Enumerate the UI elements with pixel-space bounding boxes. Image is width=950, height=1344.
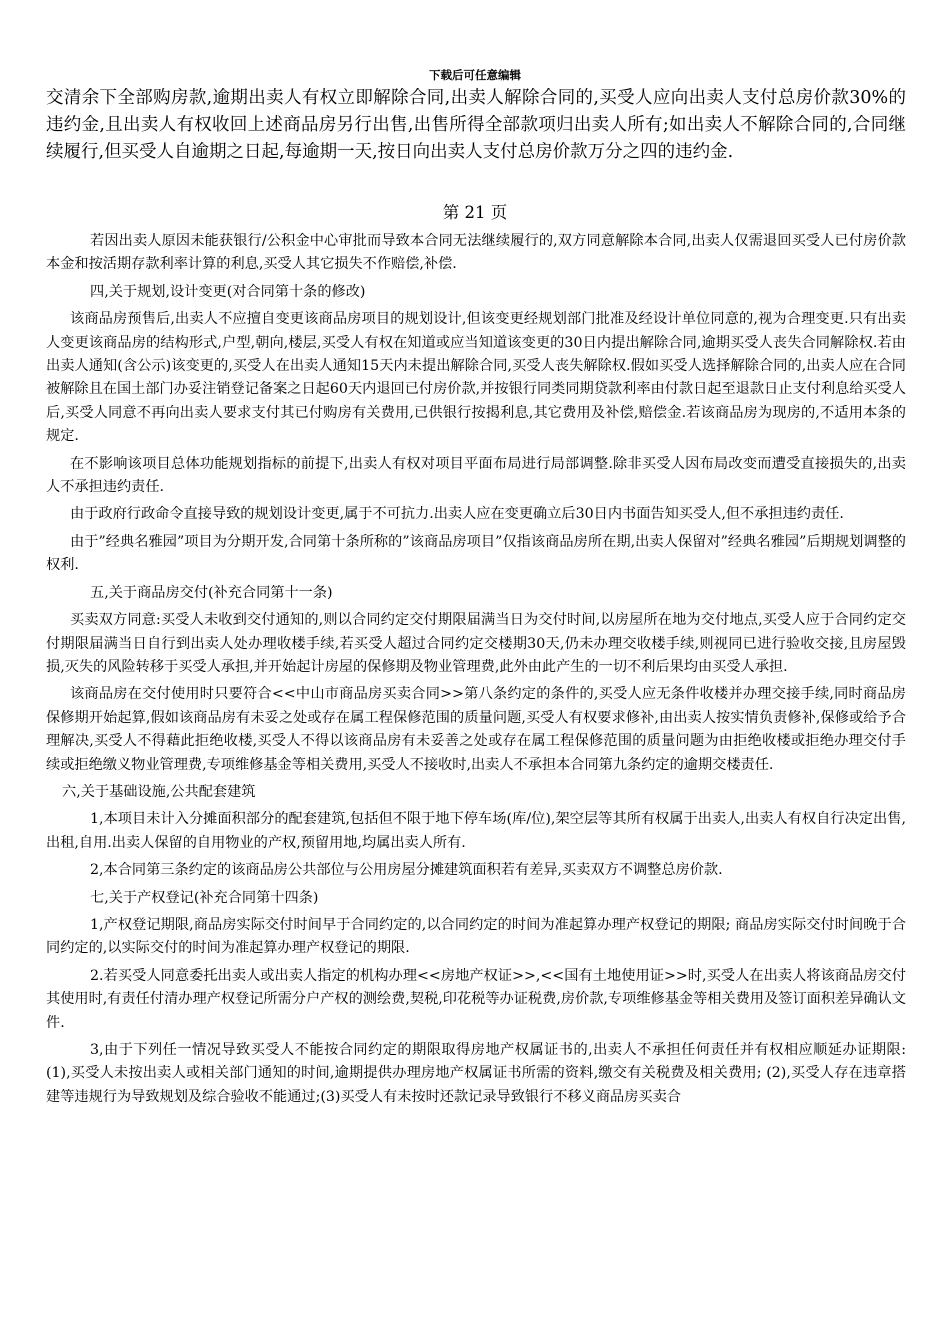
lead-paragraph: 交清余下全部购房款,逾期出卖人有权立即解除合同,出卖人解除合同的,买受人应向出卖人支付总房价款30%的违约金,且出卖人有权收回上述商品房另行出售,出售所得全部款项归出卖人所有;如出卖人不解除合同的,合同继续履行,但买受人自逾期之日起,每逾期一天,按日向出卖人支付总房价款万分之四的违约金. — [46, 88, 906, 162]
paragraph-acceptance: 该商品房在交付使用时只要符合<<中山市商品房买卖合同>>第八条约定的条件的,买受人应无条件收楼并办理交接手续,同时商品房保修期开始起算,假如该商品房有未妥之处或存在属工程保修范围的质量问题,买受人有权要求修补,由出卖人按实情负责修补,保修或给予合理解决,买受人不得藉此拒绝收楼,买受人不得以该商品房有未妥善之处或存在属工程保修范围的质量问题为由拒绝收楼或拒绝办理交付手续或拒绝缴义物业管理费,专项维修基金等相关费用,买受人不接收时,出卖人不承担本合同第九条约定的逾期交楼责任. — [46, 686, 906, 773]
section-heading-planning: 四,关于规划,设计变更(对合同第十条的修改) — [90, 283, 366, 300]
section-heading-delivery: 五,关于商品房交付(补充合同第十一条) — [90, 584, 333, 601]
paragraph-registration-2: 2.若买受人同意委托出卖人或出卖人指定的机构办理<<房地产权证>>,<<国有土地使用证>>时,买受人在出卖人将该商品房交付其使用时,有责任付清办理产权登记所需分户产权的测绘费,契税,印花税等办证税费,房价款,专项维修基金等相关费用及签订面积差异确认文件. — [46, 967, 906, 1031]
paragraph-bank-approval: 若因出卖人原因未能获银行/公积金中心审批而导致本合同无法继续履行的,双方同意解除本合同,出卖人仅需退回买受人已付房价款本金和按活期存款利率计算的利息,买受人其它损失不作赔偿,补偿. — [46, 233, 906, 273]
paragraph-phased-development: 由于”经典名雅园”项目为分期开发,合同第十条所称的”该商品房项目”仅指该商品房所在期,出卖人保留对”经典名雅园”后期规划调整的权利. — [46, 533, 906, 574]
paragraph-layout-adjust: 在不影响该项目总体功能规划指标的前提下,出卖人有权对项目平面布局进行局部调整.除非买受人因布局改变而遭受直接损失的,出卖人不承担违约责任. — [46, 455, 906, 496]
paragraph-registration-3: 3,由于下列任一情况导致买受人不能按合同约定的期限取得房地产权属证书的,出卖人不承担任何责任并有权相应顺延办证期限: (1),买受人未按出卖人或相关部门通知的时间,逾期提供办理房地产权属证书所需的资料,缴交有关税费及相关费用; (2),买受人存在违章搭建等违规行为导致规划及综合验收不能通过;(3)买受人有未按时还款记录导致银行不移义商品房买卖合 — [46, 1042, 906, 1105]
paragraph-force-majeure: 由于政府行政命令直接导致的规划设计变更,属于不可抗力.出卖人应在变更确立后30日内书面告知买受人,但不承担违约责任. — [70, 506, 844, 523]
paragraph-delivery-notice: 买卖双方同意:买受人未收到交付通知的,则以合同约定交付期限届满当日为交付时间,以房屋所在地为交付地点,买受人应于合同约定交付期限届满当日自行到出卖人处办理收楼手续,若买受人超过合同约定交楼期30天,仍未办理交收楼手续,则视同已进行验收交接,且房屋毁损,灭失的风险转移于买受人承担,并开始起计房屋的保修期及物业管理费,此外由此产生的一切不利后果均由买受人承担. — [46, 612, 906, 675]
paragraph-design-change: 该商品房预售后,出卖人不应擅自变更该商品房项目的规划设计,但该变更经规划部门批准及经设计单位同意的,视为合理变更.只有出卖人变更该商品房的结构形式,户型,朝向,楼层,买受人有权在知道或应当知道该变更的30日内提出解除合同,逾期买受人丧失合同解除权.若由出卖人通知(含公示)该变更的,买受人在出卖人通知15天内未提出解除合同,买受人丧失解除权.假如买受人选择解除合同的,出卖人应在合同被解除且在国土部门办妥注销登记备案之日起60天内退回已付房价款,并按银行同类同期贷款利率由付款日起至退款日止支付利息给买受人后,买受人同意不再向出卖人要求支付其已付购房有关费用,已供银行按揭利息,其它费用及补偿,赔偿金.若该商品房为现房的,不适用本条的规定. — [46, 311, 906, 445]
paragraph-facilities-2: 2,本合同第三条约定的该商品房公共部位与公用房屋分摊建筑面积若有差异,买卖双方不调整总房价款. — [90, 862, 723, 879]
paragraph-registration-1: 1,产权登记期限,商品房实际交付时间早于合同约定的,以合同约定的时间为准起算办理产权登记的期限; 商品房实际交付时间晚于合同约定的,以实际交付的时间为准起算办理产权登记的期限. — [46, 916, 906, 957]
page-number: 第 21 页 — [442, 203, 508, 222]
section-heading-registration: 七,关于产权登记(补充合同第十四条) — [90, 889, 319, 906]
paragraph-facilities-1: 1,本项目未计入分摊面积部分的配套建筑,包括但不限于地下停车场(库/位),架空层等其所有权属于出卖人,出卖人有权自行决定出售,出租,自用.出卖人保留的自用物业的产权,预留用地,均属出卖人所有. — [46, 811, 906, 851]
page-header-note: 下载后可任意编辑 — [429, 68, 521, 82]
document-body — [46, 230, 906, 1113]
section-heading-facilities: 六,关于基础设施,公共配套建筑 — [62, 783, 256, 800]
